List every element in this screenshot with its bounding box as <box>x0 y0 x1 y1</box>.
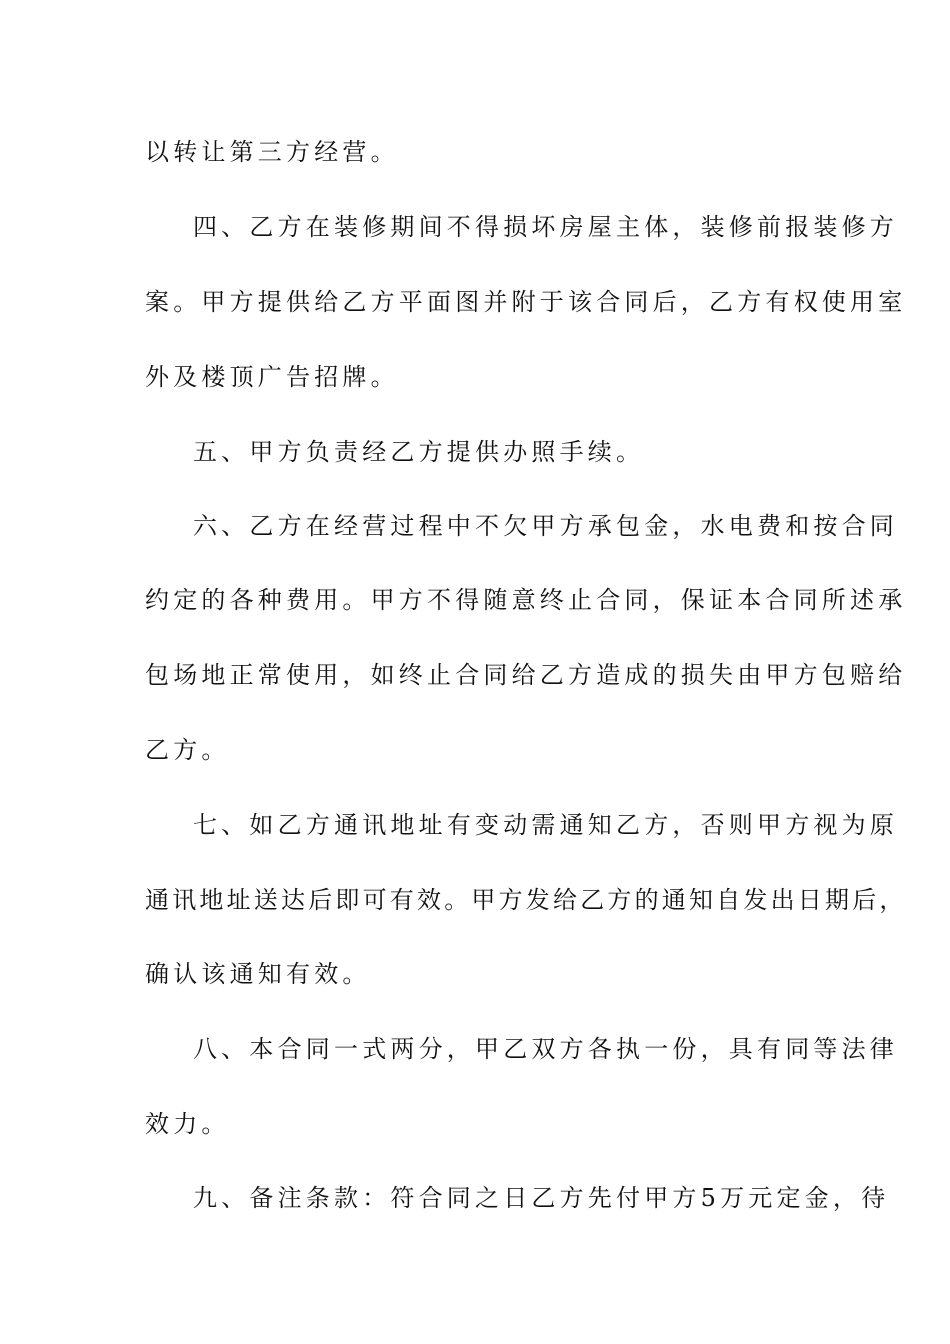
text-line: 通讯地址送达后即可有效。甲方发给乙方的通知自发出日期后， <box>145 886 907 914</box>
text-line: 包场地正常使用，如终止合同给乙方造成的损失由甲方包赔给 <box>145 661 907 689</box>
text-line: 乙方。 <box>145 736 230 764</box>
text-line: 以转让第三方经营。 <box>145 138 399 166</box>
text-line: 效力。 <box>145 1110 230 1138</box>
clause-seven-line: 七、如乙方通讯地址有变动需通知乙方，否则甲方视为原 <box>193 811 898 839</box>
clause-six-line: 六、乙方在经营过程中不欠甲方承包金，水电费和按合同 <box>193 512 898 540</box>
clause-four-line: 四、乙方在装修期间不得损坏房屋主体，装修前报装修方 <box>193 213 898 241</box>
text-line: 约定的各种费用。甲方不得随意终止合同，保证本合同所述承 <box>145 586 907 614</box>
clause-nine-line: 九、备注条款：符合同之日乙方先付甲方5万元定金，待 <box>193 1184 890 1212</box>
text-line: 确认该通知有效。 <box>145 960 371 988</box>
text-line: 案。甲方提供给乙方平面图并附于该合同后，乙方有权使用室 <box>145 288 907 316</box>
clause-eight-line: 八、本合同一式两分，甲乙双方各执一份，具有同等法律 <box>193 1035 898 1063</box>
text-line: 外及楼顶广告招牌。 <box>145 363 399 391</box>
clause-five-line: 五、甲方负责经乙方提供办照手续。 <box>193 438 645 466</box>
